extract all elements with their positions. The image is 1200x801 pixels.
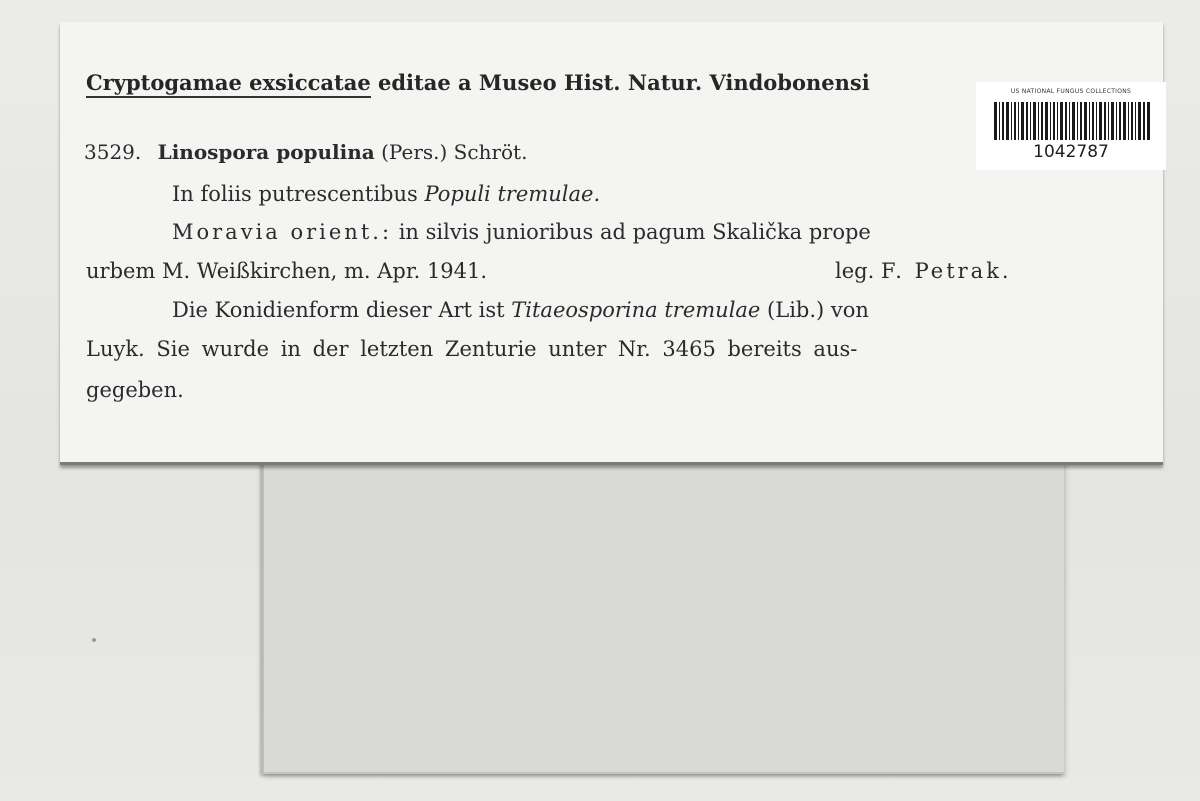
host-prefix: In foliis putrescentibus: [172, 182, 425, 206]
specimen-packet: [262, 440, 1064, 774]
anamorph-name: Titaeosporina tremulae: [511, 298, 761, 322]
note-line-1: [86, 298, 869, 322]
species-authority: (Pers.) Schröt.: [381, 140, 528, 164]
locality-line: [86, 220, 871, 244]
collection-header: [86, 70, 870, 95]
note-text: Luyk. Sie wurde in der letzten Zenturie unter Nr. 3465 bereits aus-: [86, 337, 858, 361]
note-end: gegeben.: [86, 378, 184, 402]
species-line: [84, 140, 527, 164]
note-suffix: (Lib.) von: [760, 298, 869, 322]
barcode-icon: [994, 102, 1150, 140]
note-prefix: Die Konidienform dieser Art ist: [172, 298, 512, 322]
publisher: editae a Museo Hist. Natur. Vindobonensi: [370, 70, 870, 95]
locality-region: Moravia orient.:: [172, 220, 393, 244]
species-name: Linospora populina: [157, 140, 375, 164]
barcode-institution: US NATIONAL FUNGUS COLLECTIONS: [1010, 88, 1132, 95]
collector-prefix: leg.: [835, 259, 881, 283]
collector-line: [835, 259, 1012, 283]
sheet-speck: [92, 638, 96, 642]
host-name: Populi tremulae.: [424, 182, 601, 206]
barcode-label: [976, 82, 1166, 170]
series-title: Cryptogamae exsiccatae: [86, 70, 371, 98]
host-line: [86, 182, 600, 206]
note-line-2: [86, 337, 857, 361]
barcode-number: 1042787: [1033, 142, 1109, 162]
locality-detail: in silvis junioribus ad pagum Skalička prope: [392, 220, 871, 244]
exsiccata-number: 3529.: [84, 140, 142, 164]
locality-line-2: [86, 259, 487, 283]
collector-name: F. Petrak.: [880, 259, 1012, 283]
note-line-3: [86, 378, 184, 402]
locality-date: urbem M. Weißkirchen, m. Apr. 1941.: [86, 259, 488, 283]
